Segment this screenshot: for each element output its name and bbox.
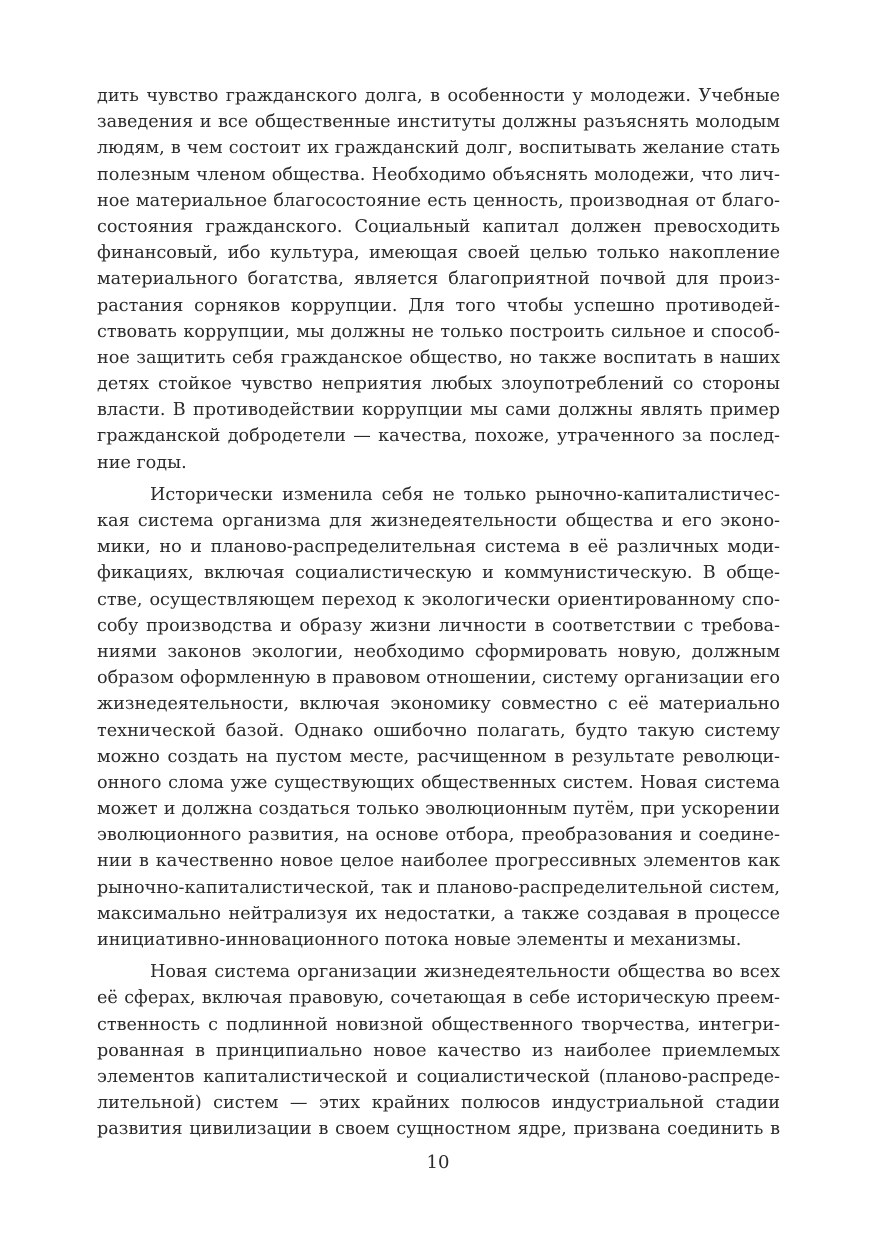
text-line: рыночно-капиталистической, так и планово-распределительной систем, — [97, 877, 780, 898]
text-line: полезным членом общества. Необходимо объяснять молодежи, что лич- — [97, 164, 780, 185]
text-line: власти. В противодействии коррупции мы сами должны являть пример — [97, 400, 780, 421]
text-line: ние годы. — [97, 452, 187, 473]
text-line: мики, но и планово-распределительная система в её различных моди- — [97, 537, 780, 558]
text-line: растания сорняков коррупции. Для того чтобы успешно противодей- — [97, 295, 780, 316]
text-line: эволюционного развития, на основе отбора, преобразования и соедине- — [97, 825, 780, 846]
text-line: ствовать коррупции, мы должны не только построить сильное и способ- — [97, 321, 780, 342]
text-line: людям, в чем состоит их гражданский долг, воспитывать желание стать — [97, 138, 780, 159]
text-line: нии в качественно новое целое наиболее прогрессивных элементов как — [97, 851, 780, 872]
text-line: лительной) систем — этих крайних полюсов индустриальной стадии — [97, 1093, 780, 1114]
text-line: инициативно-инновационного потока новые элементы и механизмы. — [97, 930, 742, 950]
paragraph-3 — [97, 959, 780, 1142]
text-line: ное материальное благосостояние есть ценность, производная от благо- — [97, 190, 780, 211]
text-line: ственность с подлинной новизной общественного творчества, интегри- — [97, 1014, 780, 1035]
text-line: жизнедеятельности, включая экономику совместно с её материально — [97, 694, 780, 715]
text-line: финансовый, ибо культура, имеющая своей целью только накопление — [97, 243, 780, 264]
text-line: стве, осуществляющем переход к экологически ориентированному спо- — [97, 589, 780, 610]
text-line: Исторически изменила себя не только рыночно-капиталистичес- — [150, 484, 780, 505]
text-line: ниями законов экологии, необходимо сформировать новую, должным — [97, 641, 780, 662]
text-line: кая система организма для жизнедеятельности общества и его эконо- — [97, 511, 780, 531]
text-line: её сферах, включая правовую, сочетающая в себе историческую преем- — [97, 988, 780, 1009]
body-text — [97, 83, 780, 1143]
paragraph-2 — [97, 482, 780, 953]
text-line: детях стойкое чувство неприятия любых злоупотреблений со стороны — [97, 374, 780, 395]
text-line: развития цивилизации в своем сущностном ядре, призвана соединить в — [97, 1119, 780, 1140]
paragraph-1 — [97, 83, 780, 476]
text-line: онного слома уже существующих общественных систем. Новая система — [97, 772, 780, 793]
text-line: гражданской добродетели — качества, похоже, утраченного за послед- — [97, 426, 780, 447]
text-line: элементов капиталистической и социалистической (планово-распреде- — [97, 1066, 780, 1087]
text-line: технической базой. Однако ошибочно полагать, будто такую систему — [97, 720, 780, 741]
text-line: может и должна создаться только эволюционным путём, при ускорении — [97, 799, 780, 820]
text-line: Новая система организации жизнедеятельности общества во всех — [150, 962, 780, 983]
text-line: максимально нейтрализуя их недостатки, а также создавая в процессе — [97, 903, 780, 924]
text-line: материального богатства, является благоприятной почвой для произ- — [97, 269, 780, 290]
text-line: фикациях, включая социалистическую и коммунистическую. В обще- — [97, 563, 780, 584]
text-line: заведения и все общественные институты должны разъяснять молодым — [97, 112, 780, 133]
text-line: можно создать на пустом месте, расчищенном в результате революци- — [97, 746, 780, 767]
text-line: ное защитить себя гражданское общество, но также воспитать в наших — [97, 347, 780, 368]
text-line: собу производства и образу жизни личности в соответствии с требова- — [97, 615, 780, 636]
text-line: образом оформленную в правовом отношении, систему организации его — [97, 668, 780, 689]
page-number: 10 — [426, 1152, 450, 1173]
text-line: дить чувство гражданского долга, в особенности у молодежи. Учебные — [97, 86, 780, 106]
text-line: рованная в принципиально новое качество из наиболее приемлемых — [97, 1040, 780, 1061]
text-line: состояния гражданского. Социальный капитал должен превосходить — [97, 216, 780, 237]
